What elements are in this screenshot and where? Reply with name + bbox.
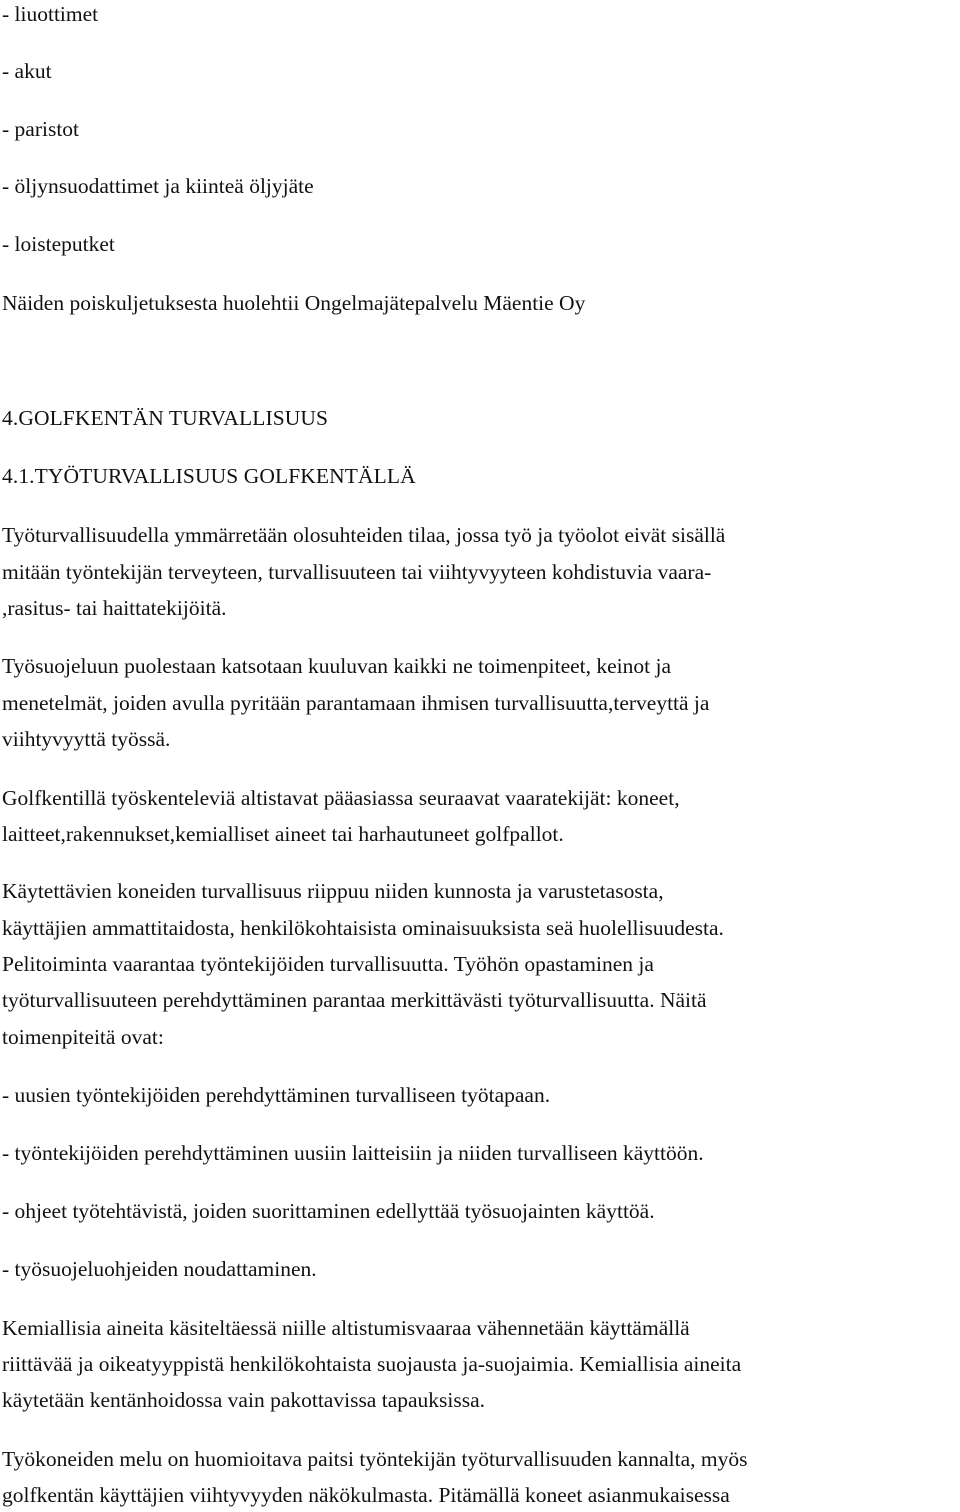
paragraph-line: käyttäjien ammattitaidosta, henkilökohtaisista ominaisuuksista seä huolellisuudesta. (2, 916, 724, 940)
paragraph-line: Työkoneiden melu on huomioitava paitsi työntekijän työturvallisuuden kannalta, myös (2, 1447, 748, 1471)
disposal-note: Näiden poiskuljetuksesta huolehtii Ongelmajätepalvelu Mäentie Oy (2, 291, 586, 315)
list-item: - akut (2, 59, 52, 83)
list-item: - liuottimet (2, 2, 99, 26)
list-item: - työntekijöiden perehdyttäminen uusiin laitteisiin ja niiden turvalliseen käyttöön. (2, 1141, 704, 1165)
paragraph-line: menetelmät, joiden avulla pyritään parantamaan ihmisen turvallisuutta,terveyttä ja (2, 691, 710, 715)
paragraph-line: mitään työntekijän terveyteen, turvallisuuteen tai viihtyvyyteen kohdistuvia vaara- (2, 560, 712, 584)
list-item: - uusien työntekijöiden perehdyttäminen turvalliseen työtapaan. (2, 1083, 551, 1107)
paragraph-line: ,rasitus- tai haittatekijöitä. (2, 596, 227, 620)
paragraph-line: käytetään kentänhoidossa vain pakottavissa tapauksissa. (2, 1388, 486, 1412)
list-item: - työsuojeluohjeiden noudattaminen. (2, 1257, 317, 1281)
list-item: - paristot (2, 117, 80, 141)
paragraph-line: Golfkentillä työskenteleviä altistavat pääasiassa seuraavat vaaratekijät: koneet, (2, 786, 680, 810)
subsection-heading: 4.1.TYÖTURVALLISUUS GOLFKENTÄLLÄ (2, 464, 416, 488)
paragraph-line: työturvallisuuteen perehdyttäminen parantaa merkittävästi työturvallisuutta. Näitä (2, 988, 707, 1012)
paragraph-line: Käytettävien koneiden turvallisuus riippuu niiden kunnosta ja varustetasosta, (2, 879, 664, 903)
list-item: - loisteputket (2, 232, 115, 256)
section-heading: 4.GOLFKENTÄN TURVALLISUUS (2, 406, 329, 430)
paragraph-line: Kemiallisia aineita käsiteltäessä niille altistumisvaaraa vähennetään käyttämällä (2, 1316, 690, 1340)
list-item: - ohjeet työtehtävistä, joiden suorittaminen edellyttää työsuojainten käyttöä. (2, 1199, 655, 1223)
paragraph-line: Pelitoiminta vaarantaa työntekijöiden turvallisuutta. Työhön opastaminen ja (2, 952, 654, 976)
paragraph-line: toimenpiteitä ovat: (2, 1025, 164, 1049)
paragraph-line: golfkentän käyttäjien viihtyvyyden näkökulmasta. Pitämällä koneet asianmukaisessa (2, 1483, 730, 1507)
paragraph-line: Työturvallisuudella ymmärretään olosuhteiden tilaa, jossa työ ja työolot eivät sisällä (2, 523, 726, 547)
paragraph-line: viihtyvyyttä työssä. (2, 727, 171, 751)
paragraph-line: laitteet,rakennukset,kemialliset aineet tai harhautuneet golfpallot. (2, 822, 564, 846)
paragraph-line: riittävää ja oikeatyyppistä henkilökohtaista suojausta ja-suojaimia. Kemiallisia aineita (2, 1352, 742, 1376)
list-item: - öljynsuodattimet ja kiinteä öljyjäte (2, 174, 314, 198)
paragraph-line: Työsuojeluun puolestaan katsotaan kuuluvan kaikki ne toimenpiteet, keinot ja (2, 654, 672, 678)
